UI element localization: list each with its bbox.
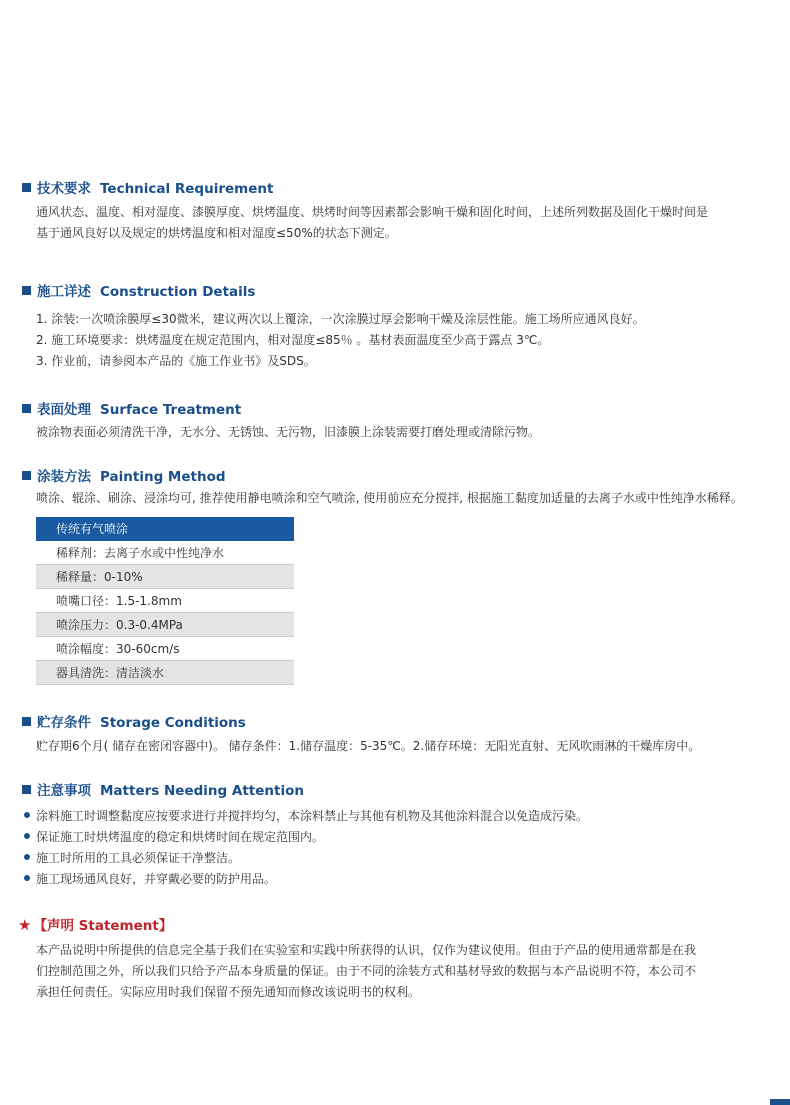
star-icon: ★: [18, 916, 32, 934]
heading-cn: 涂装方法: [37, 469, 91, 485]
text-line: 喷涂、辊涂、刷涂、浸涂均可, 推荐使用静电喷涂和空气喷涂, 使用前应充分搅拌, 根据施工黏度加适量的去离子水或中性纯净水稀释。: [36, 491, 743, 505]
table-cell: 稀释量：0-10%: [36, 565, 294, 589]
list-item: [24, 827, 588, 848]
heading-en: Technical Requirement: [100, 181, 274, 197]
heading-en: Painting Method: [100, 469, 226, 485]
list-item-text: 涂料施工时调整黏度应按要求进行并搅拌均匀，本涂料禁止与其他有机物及其他涂料混合以免造成污染。: [36, 809, 589, 823]
text-line: 通风状态、温度、相对湿度、漆膜厚度、烘烤温度、烘烤时间等因素都会影响干燥和固化时间，上述所列数据及固化干燥时间是: [36, 205, 709, 219]
statement-title: 【声明 Statement】: [33, 918, 173, 934]
storage-text: [36, 736, 766, 757]
table-cell: 喷涂幅度：30-60cm/s: [36, 637, 294, 661]
spray-spec-table: [36, 517, 294, 685]
text-line: 3. 作业前，请参阅本产品的《施工作业书》及SDS。: [36, 354, 316, 368]
list-item-text: 施工时所用的工具必须保证干净整洁。: [36, 851, 241, 865]
dot-bullet-icon: [24, 875, 30, 881]
table-cell: 喷嘴口径：1.5-1.8mm: [36, 589, 294, 613]
table-cell: 稀释剂：去离子水或中性纯净水: [36, 541, 294, 565]
table-row: [36, 589, 294, 613]
text-line: 被涂物表面必须清洗干净，无水分、无锈蚀、无污物，旧漆膜上涂装需要打磨处理或清除污物。: [36, 425, 541, 439]
table-row: [36, 541, 294, 565]
square-bullet-icon: [22, 286, 31, 295]
section-heading-technical: [22, 180, 273, 198]
text-line: 本产品说明中所提供的信息完全基于我们在实验室和实践中所获得的认识，仅作为建议使用。但由于产品的使用通常都是在我: [36, 943, 697, 957]
text-line: 承担任何责任。实际应用时我们保留不预先通知而修改该说明书的权利。: [36, 985, 421, 999]
list-item: [24, 806, 588, 827]
list-item: [24, 848, 588, 869]
statement-text: [36, 940, 766, 1003]
table-row: [36, 565, 294, 589]
heading-cn: 表面处理: [37, 402, 91, 418]
technical-text: [36, 202, 766, 244]
list-item: [24, 869, 588, 890]
surface-text: [36, 422, 766, 443]
square-bullet-icon: [22, 785, 31, 794]
table-row: [36, 661, 294, 685]
table-header: 传统有气喷涂: [36, 517, 294, 541]
section-heading-painting: [22, 468, 226, 486]
heading-cn: 施工详述: [37, 284, 91, 300]
text-line: 基于通风良好以及规定的烘烤温度和相对湿度≤50%的状态下测定。: [36, 226, 397, 240]
dot-bullet-icon: [24, 812, 30, 818]
square-bullet-icon: [22, 183, 31, 192]
dot-bullet-icon: [24, 833, 30, 839]
construction-text: [36, 309, 766, 372]
section-heading-surface: [22, 401, 241, 419]
heading-cn: 注意事项: [37, 783, 91, 799]
section-heading-storage: [22, 714, 246, 732]
square-bullet-icon: [22, 471, 31, 480]
heading-cn: 技术要求: [37, 181, 91, 197]
heading-cn: 贮存条件: [37, 715, 91, 731]
dot-bullet-icon: [24, 854, 30, 860]
square-bullet-icon: [22, 717, 31, 726]
text-line: 1. 涂装:一次喷涂膜厚≤30微米，建议两次以上覆涂，一次涂膜过厚会影响干燥及涂层性能。施工场所应通风良好。: [36, 312, 645, 326]
list-item-text: 施工现场通风良好，并穿戴必要的防护用品。: [36, 872, 277, 886]
section-heading-attention: [22, 782, 304, 800]
section-heading-construction: [22, 283, 255, 301]
corner-accent-bar: [770, 1099, 790, 1105]
text-line: 2. 施工环境要求：烘烤温度在规定范围内，相对湿度≤85％ 。基材表面温度至少高于露点 3℃。: [36, 333, 550, 347]
text-line: 贮存期6个月( 储存在密闭容器中)。 储存条件：1.储存温度：5-35℃。2.储存环境：无阳光直射、无风吹雨淋的干燥库房中。: [36, 739, 701, 753]
table-cell: 器具清洗：清洁淡水: [36, 661, 294, 685]
table-header-row: [36, 517, 294, 541]
text-line: 们控制范围之外，所以我们只给予产品本身质量的保证。由于不同的涂装方式和基材导致的数据与本产品说明不符，本公司不: [36, 964, 697, 978]
heading-en: Surface Treatment: [100, 402, 242, 418]
attention-list: [24, 806, 588, 890]
heading-en: Storage Conditions: [100, 715, 246, 731]
table-cell: 喷涂压力：0.3-0.4MPa: [36, 613, 294, 637]
heading-en: Matters Needing Attention: [100, 783, 304, 799]
painting-text: [36, 488, 766, 509]
list-item-text: 保证施工时烘烤温度的稳定和烘烤时间在规定范围内。: [36, 830, 325, 844]
square-bullet-icon: [22, 404, 31, 413]
statement-heading: [18, 916, 172, 935]
table-row: [36, 613, 294, 637]
table-row: [36, 637, 294, 661]
heading-en: Construction Details: [100, 284, 256, 300]
